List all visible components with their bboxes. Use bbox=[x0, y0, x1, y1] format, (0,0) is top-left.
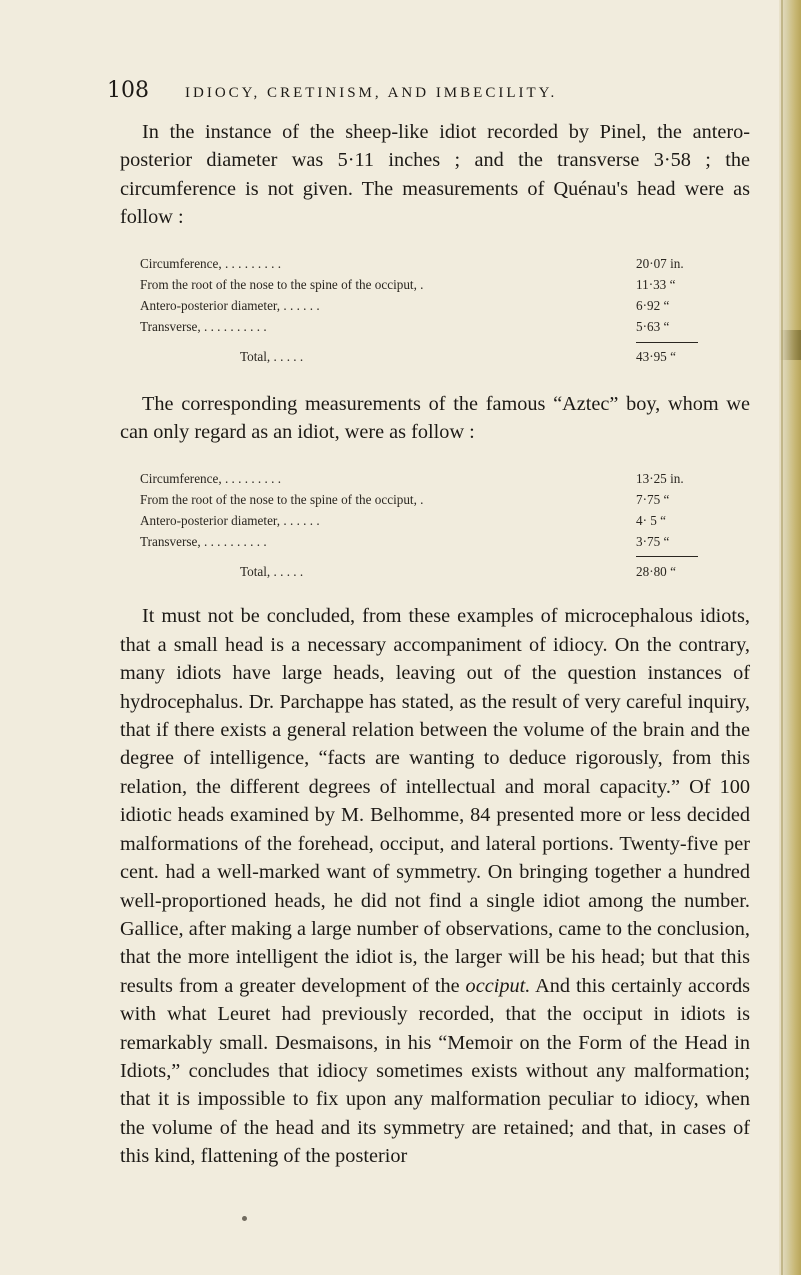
measurement-table-aztec bbox=[140, 468, 702, 582]
table-row bbox=[140, 317, 702, 338]
row-value: 7·75 “ bbox=[636, 491, 670, 507]
measurement-table-quenau bbox=[140, 254, 702, 368]
row-label: From the root of the nose to the spine of the occiput, . bbox=[140, 491, 424, 507]
row-value: 5·63 “ bbox=[636, 319, 670, 335]
total-label: Total, . . . . . bbox=[240, 563, 304, 579]
total-value: 28·80 “ bbox=[636, 563, 676, 579]
row-value: 11·33 “ bbox=[636, 277, 676, 293]
table-row bbox=[140, 489, 702, 510]
ink-spot bbox=[242, 1216, 247, 1221]
table-row bbox=[140, 275, 702, 296]
total-row bbox=[140, 561, 702, 582]
running-header bbox=[107, 78, 727, 104]
row-value: 13·25 in. bbox=[636, 470, 684, 486]
page-edge-line bbox=[781, 0, 783, 1275]
page-number: 108 bbox=[107, 78, 149, 103]
total-rule bbox=[140, 338, 702, 347]
paragraph-text: It must not be concluded, from these examples of microcephalous idiots, that a small head is a necessary accompaniment of idiocy. On the contrary, many idiots have large heads, leaving out of the question instances of hydrocephalus. Dr. Parchappe has stated, as the result of very careful inquiry, that if there exists a general relation between the volume of the brain and the degree of intelligence, “facts are wanting to deduce rigorously, from this relation, the different degrees of intellectual and moral capacity.” Of 100 idiotic heads examined by M. Belhomme, 84 presented more or less decided malformations of the forehead, occiput, and lateral portions. Twenty-five per cent. had a well-marked want of symmetry. On bringing together a hundred well-proportioned heads, he did not find a single idiot among the number. Gallice, after making a large number of observations, came to the conclusion, that the more intelligent the idiot is, the larger will be his head; but that this results from a greater development of the bbox=[120, 605, 750, 997]
table-row bbox=[140, 510, 702, 531]
total-row bbox=[140, 347, 702, 368]
page-body bbox=[120, 118, 750, 1171]
row-label: Circumference, . . . . . . . . . bbox=[140, 470, 281, 486]
table-row bbox=[140, 296, 702, 317]
running-title: IDIOCY, CRETINISM, AND IMBECILITY. bbox=[185, 85, 558, 101]
paragraph-pinel: In the instance of the sheep-like idiot recorded by Pinel, the antero-posterior diameter was 5·11 inches ; and the transverse 3·58 ; the circumference is not given. The measurements of Quénau's head were as follow : bbox=[120, 121, 750, 229]
paragraph-aztec: The corresponding measurements of the famous “Aztec” boy, whom we can only regard as an idiot, were as follow : bbox=[120, 392, 750, 444]
table-row bbox=[140, 254, 702, 275]
total-label: Total, . . . . . bbox=[240, 349, 304, 365]
row-label: Antero-posterior diameter, . . . . . . bbox=[140, 512, 320, 528]
table-row bbox=[140, 531, 702, 552]
total-value: 43·95 “ bbox=[636, 349, 676, 365]
row-label: Antero-posterior diameter, . . . . . . bbox=[140, 298, 320, 314]
row-value: 6·92 “ bbox=[636, 298, 670, 314]
total-rule bbox=[140, 552, 702, 561]
row-value: 3·75 “ bbox=[636, 533, 670, 549]
row-value: 4· 5 “ bbox=[636, 512, 667, 528]
page-edge-shadow bbox=[779, 330, 801, 360]
row-label: Circumference, . . . . . . . . . bbox=[140, 256, 281, 272]
paragraph-text-continued: And this certainly accords with what Leuret had previously recorded, that the occiput in idiots is remarkably small. Desmaisons, in his “Memoir on the Form of the Head in Idiots,” concludes that idiocy sometimes exists without any malformation; that it is impossible to fix upon any malformation peculiar to idiocy, when the volume of the head and its symmetry are retained; and that, in cases of this kind, flattening of the posterior bbox=[120, 974, 750, 1168]
row-label: Transverse, . . . . . . . . . . bbox=[140, 319, 267, 335]
italic-occiput: occiput. bbox=[465, 974, 531, 997]
paragraph-microcephalous bbox=[120, 602, 750, 1170]
row-label: Transverse, . . . . . . . . . . bbox=[140, 533, 267, 549]
row-value: 20·07 in. bbox=[636, 256, 684, 272]
table-row bbox=[140, 468, 702, 489]
row-label: From the root of the nose to the spine of the occiput, . bbox=[140, 277, 424, 293]
